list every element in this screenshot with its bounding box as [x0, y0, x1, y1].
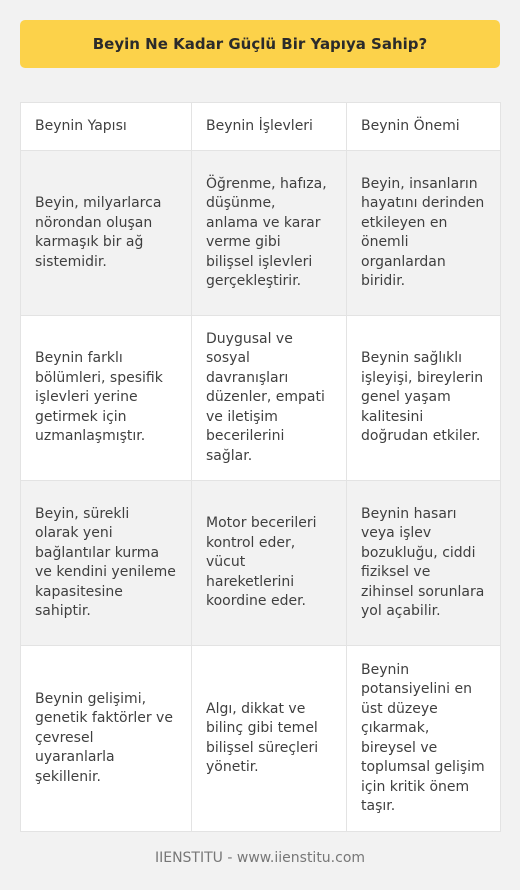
table-row — [21, 481, 501, 646]
table-cell: Beyin, sürekli olarak yeni bağlantılar kurma ve kendini yenileme kapasitesine sahiptir. — [21, 481, 192, 646]
table-cell: Motor becerileri kontrol eder, vücut hareketlerini koordine eder. — [192, 481, 347, 646]
title-banner — [20, 20, 500, 68]
table-row — [21, 646, 501, 832]
table-cell: Beynin farklı bölümleri, spesifik işlevleri yerine getirmek için uzmanlaşmıştır. — [21, 316, 192, 481]
table-row — [21, 151, 501, 316]
header-structure: Beynin Yapısı — [21, 103, 192, 151]
table-cell: Algı, dikkat ve bilinç gibi temel bilişsel süreçleri yönetir. — [192, 646, 347, 832]
table-cell: Öğrenme, hafıza, düşünme, anlama ve karar verme gibi bilişsel işlevleri gerçekleştirir. — [192, 151, 347, 316]
table-cell: Duygusal ve sosyal davranışları düzenler, empati ve iletişim becerilerini sağlar. — [192, 316, 347, 481]
page-title: Beyin Ne Kadar Güçlü Bir Yapıya Sahip? — [92, 35, 428, 53]
table-cell: Beyin, insanların hayatını derinden etkileyen en önemli organlardan biridir. — [347, 151, 501, 316]
table-cell: Beynin sağlıklı işleyişi, bireylerin genel yaşam kalitesini doğrudan etkiler. — [347, 316, 501, 481]
table-cell: Beynin potansiyelini en üst düzeye çıkarmak, bireysel ve toplumsal gelişim için kritik önem taşır. — [347, 646, 501, 832]
header-importance: Beynin Önemi — [347, 103, 501, 151]
table-row — [21, 316, 501, 481]
table-cell: Beyin, milyarlarca nörondan oluşan karmaşık bir ağ sistemidir. — [21, 151, 192, 316]
table-cell: Beynin gelişimi, genetik faktörler ve çevresel uyaranlarla şekillenir. — [21, 646, 192, 832]
footer-credit: IIENSTITU - www.iienstitu.com — [154, 850, 366, 866]
brain-table — [20, 102, 501, 832]
header-functions: Beynin İşlevleri — [192, 103, 347, 151]
table-cell: Beynin hasarı veya işlev bozukluğu, ciddi fiziksel ve zihinsel sorunlara yol açabilir. — [347, 481, 501, 646]
table-header-row — [21, 103, 501, 151]
